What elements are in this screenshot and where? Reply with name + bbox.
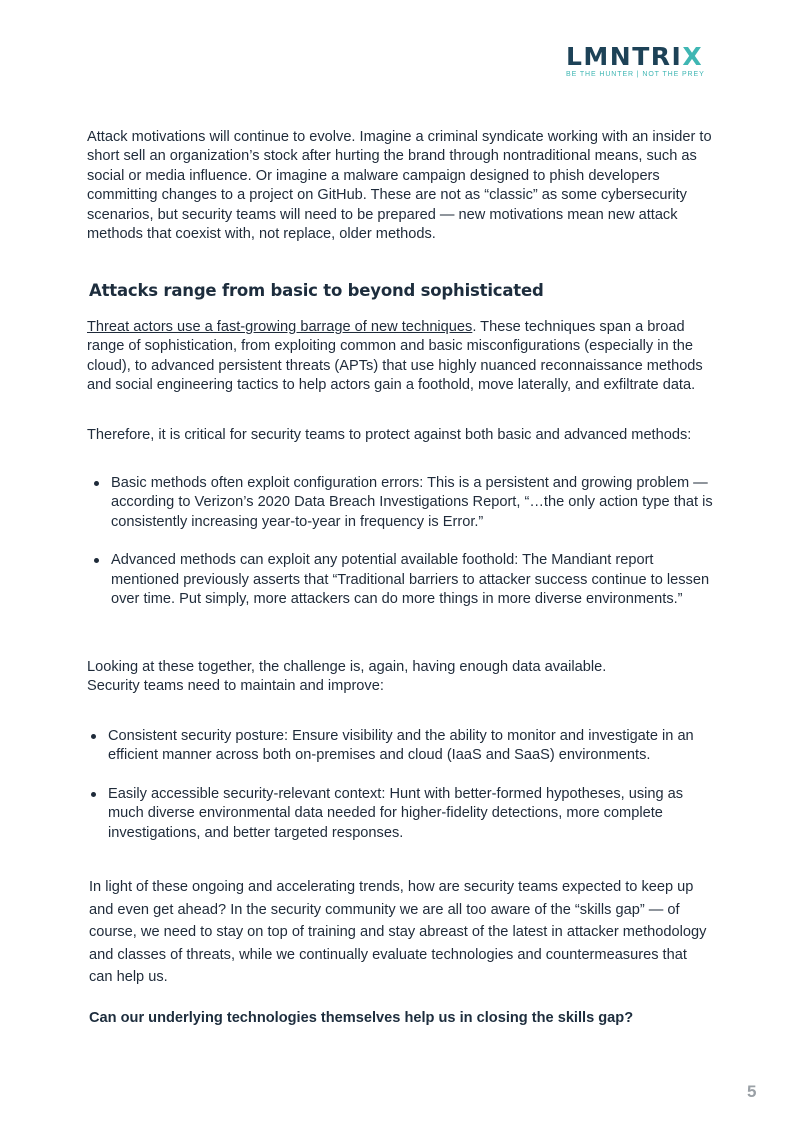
therefore-paragraph: Therefore, it is critical for security teams to protect against both basic and advanced methods:: [87, 427, 692, 443]
threat-actors-link[interactable]: Threat actors use a fast-growing barrage of new techniques: [87, 319, 473, 335]
summary-line: Looking at these together, the challenge is, again, having enough data available.: [87, 659, 607, 675]
trends-paragraph: In light of these ongoing and accelerating trends, how are security teams expected to keep up and even get ahead? In the security community we are all too aware of the “skills gap” — of course, we need to stay on top of training and stay abreast of the latest in attacker methodology and classes of threats, while we continually evaluate technologies and countermeasures that can help us.: [89, 879, 707, 986]
logo-accent-text: X: [682, 42, 704, 71]
logo-main-text: LMNTRI: [566, 42, 683, 71]
page-number: 5: [747, 1082, 757, 1101]
techniques-paragraph-text: . These techniques span a broad range of sophistication, from exploiting common and basic misconfigurations (especially in the cloud), to advanced persistent threats (APTs) that use highly nuanced reconnaissance methods and social engineering tactics to help actors gain a foothold, move laterally, and exfiltrate data.: [87, 319, 703, 394]
summary-paragraph: [87, 658, 717, 697]
closing-question: Can our underlying technologies themselves help us in closing the skills gap?: [89, 1010, 634, 1026]
company-logo: [566, 44, 720, 78]
list-item: Advanced methods can exploit any potential available foothold: The Mandiant report mentioned previously asserts that “Traditional barriers to attacker success continue to lessen over time. Put simply, more attackers can do more things in more diverse environments.”: [111, 551, 719, 609]
list-item: Easily accessible security-relevant context: Hunt with better-formed hypotheses, using as much diverse environmental data needed for higher-fidelity detections, more complete investigations, and better targeted responses.: [108, 785, 713, 843]
summary-line: Security teams need to maintain and improve:: [87, 678, 384, 695]
logo-tagline: BE THE HUNTER | NOT THE PREY: [566, 71, 705, 78]
methods-list: [111, 474, 719, 609]
list-item: Basic methods often exploit configuration errors: This is a persistent and growing problem — according to Verizon’s 2020 Data Breach Investigations Report, “…the only action type that is consistently increasing year-to-year in frequency is Error.”: [111, 474, 719, 532]
logo-wordmark: [566, 44, 720, 69]
techniques-paragraph: [87, 318, 717, 396]
list-item: Consistent security posture: Ensure visibility and the ability to monitor and investigate in an efficient manner across both on-premises and cloud (IaaS and SaaS) environments.: [108, 727, 713, 766]
intro-paragraph: Attack motivations will continue to evolve. Imagine a criminal syndicate working with an insider to short sell an organization’s stock after hurting the brand through nontraditional means, such as social or media influence. Or imagine a malware campaign designed to phish developers committing changes to a project on GitHub. These are not as “classic” as some cybersecurity scenarios, but security teams will need to be prepared — new motivations mean new attack methods that coexist with, not replace, older methods.: [87, 129, 712, 243]
improve-list: [108, 727, 713, 843]
section-heading: Attacks range from basic to beyond sophisticated: [89, 281, 544, 300]
